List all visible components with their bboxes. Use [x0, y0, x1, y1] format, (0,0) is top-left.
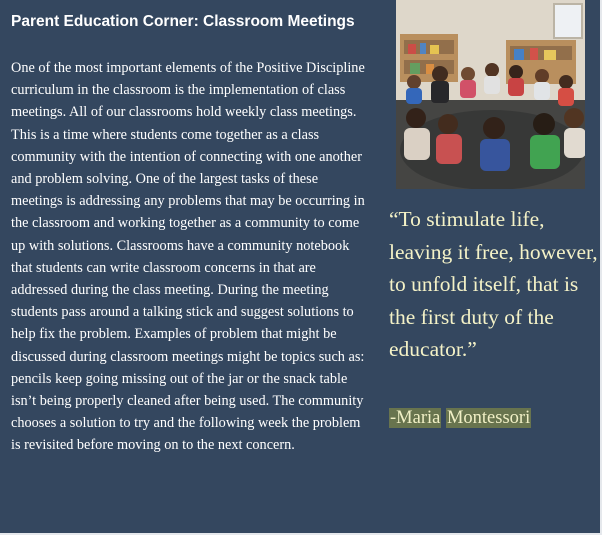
- montessori-quote: “To stimulate life, leaving it free, however, to unfold itself, that is the first duty of the educator.”: [389, 207, 598, 362]
- attribution-first-name: -Maria: [390, 408, 441, 428]
- classroom-meeting-photo: [396, 0, 585, 189]
- section-heading: Parent Education Corner: Classroom Meetings: [11, 13, 355, 30]
- quote-attribution: [389, 405, 531, 431]
- attribution-last-name: Montessori: [446, 408, 531, 428]
- article-body: One of the most important elements of the Positive Discipline curriculum in the classroom is the implementation of class meetings. All of our classrooms hold weekly class meetings. This is a time where students come together as a class community with the intention of connecting with one another and problem solving. One of the largest tasks of these meetings is addressing any problems that may be occurring in the classroom and working together as a community to come up with solutions. Classrooms have a community notebook that students can write classroom concerns in that are addressed during the class meeting. During the meeting students pass around a talking stick and suggest solutions to help fix the problem. Examples of problem that might be discussed during classroom meetings might be topics such as: pencils keep going missing out of the jar or the snack table isn’t being properly cleaned after being used. The community chooses a solution to try and the following week the problem is revisited before moving on to the next concern.: [11, 60, 365, 454]
